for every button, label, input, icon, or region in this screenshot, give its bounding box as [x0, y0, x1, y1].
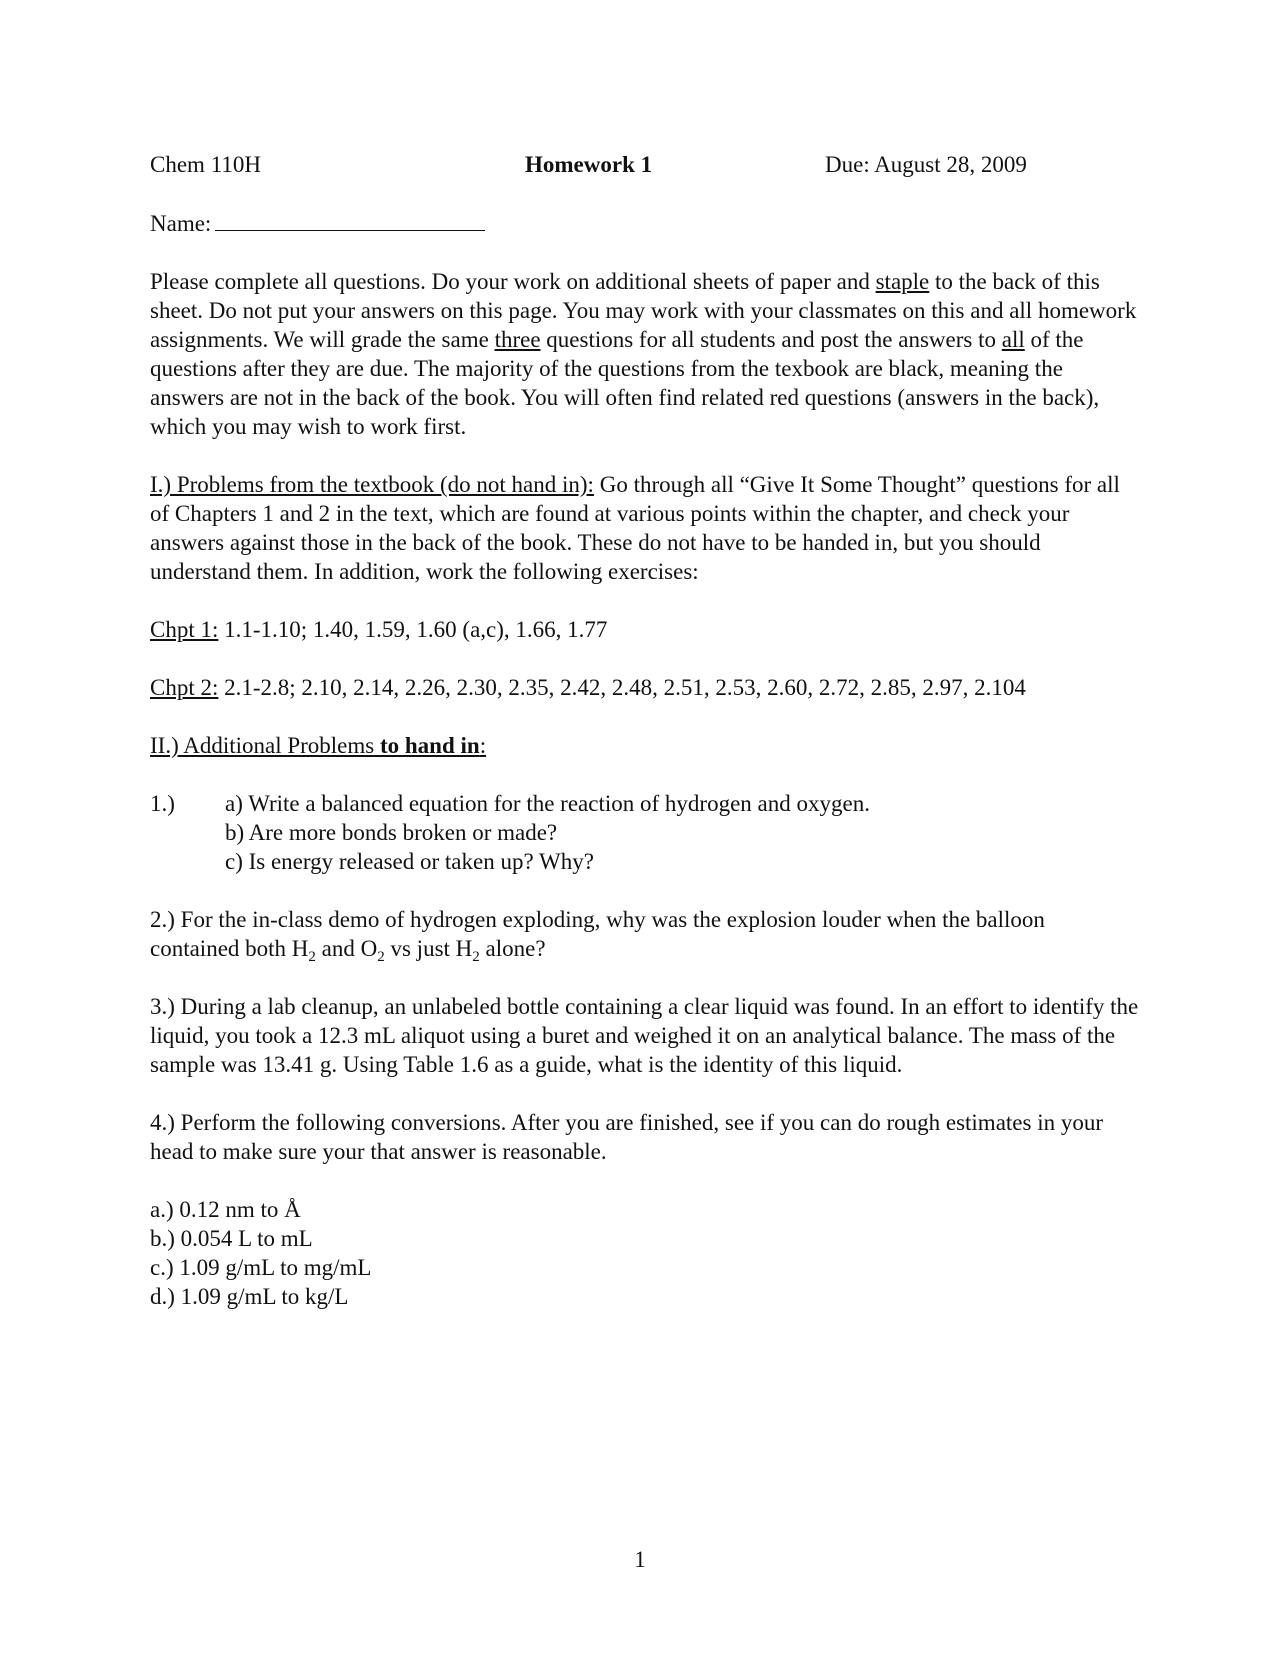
- question-1-parts: [225, 789, 870, 876]
- conversion-item: b.) 0.054 L to mL: [150, 1226, 313, 1251]
- due-date: Due: August 28, 2009: [825, 152, 1027, 177]
- chapter-problems: 2.1-2.8; 2.10, 2.14, 2.26, 2.30, 2.35, 2.42, 2.48, 2.51, 2.53, 2.60, 2.72, 2.85, 2.97, 2.104: [218, 675, 1026, 700]
- course-code: Chem 110H: [150, 152, 261, 177]
- subscript: 2: [308, 949, 316, 965]
- question-2-text: 2.) For the in-class demo of hydrogen exploding, why was the explosion louder when the balloon contained both H: [150, 907, 1045, 961]
- conversion-item: d.) 1.09 g/mL to kg/L: [150, 1284, 349, 1309]
- chapter-label: Chpt 1:: [150, 617, 219, 642]
- subscript: 2: [377, 949, 385, 965]
- chapter-label: Chpt 2:: [150, 675, 219, 700]
- question-2: [150, 905, 1140, 963]
- chapter-problems: 1.1-1.10; 1.40, 1.59, 1.60 (a,c), 1.66, 1.77: [218, 617, 608, 642]
- name-label: Name:: [150, 211, 212, 236]
- name-blank-line: [215, 208, 485, 231]
- question-2-text: alone?: [479, 936, 546, 961]
- intro-paragraph: [150, 267, 1140, 441]
- section-1: [150, 470, 1140, 586]
- intro-text: to the back of this sheet. Do not put your answers on this page. You may work with your classmates on this and all homework assignments. We will grade the same: [150, 269, 1137, 352]
- section-2-heading-bold: to hand in: [379, 733, 480, 758]
- conversion-item: c.) 1.09 g/mL to mg/mL: [150, 1255, 372, 1280]
- intro-text: of the questions after they are due. The majority of the questions from the texbook are black, meaning the answers are not in the back of the book. You will often find related red questions (answers in the back), which you may wish to work first.: [150, 327, 1100, 439]
- header: [150, 150, 1140, 179]
- intro-text: questions for all students and post the answers to: [540, 327, 1002, 352]
- question-1-part-c: c) Is energy released or taken up? Why?: [225, 849, 594, 874]
- intro-underline-staple: staple: [875, 269, 930, 294]
- subscript: 2: [472, 949, 480, 965]
- section-2-heading-colon: :: [479, 733, 487, 758]
- question-number: 1.): [150, 791, 175, 816]
- intro-underline-three: three: [494, 327, 541, 352]
- section-2-heading: [150, 731, 1140, 760]
- name-field: [150, 208, 1140, 238]
- question-2-text: vs just H: [384, 936, 473, 961]
- page-title: Homework 1: [525, 152, 653, 177]
- conversion-list: [150, 1195, 1140, 1311]
- question-4: 4.) Perform the following conversions. After you are finished, see if you can do rough estimates in your head to make sure your that answer is reasonable.: [150, 1110, 1103, 1164]
- question-2-text: and O: [315, 936, 378, 961]
- page-number: 1: [634, 1547, 646, 1572]
- question-3: 3.) During a lab cleanup, an unlabeled bottle containing a clear liquid was found. In an effort to identify the liquid, you took a 12.3 mL aliquot using a buret and weighed it on an analytical balance. The mass of the sample was 13.41 g. Using Table 1.6 as a guide, what is the identity of this liquid.: [150, 994, 1139, 1077]
- conversion-item: a.) 0.12 nm to Å: [150, 1197, 301, 1222]
- question-1-part-b: b) Are more bonds broken or made?: [225, 820, 558, 845]
- intro-underline-all: all: [1001, 327, 1025, 352]
- section-2-heading-text: II.) Additional Problems: [150, 733, 380, 758]
- homework-page: [150, 150, 1140, 1311]
- chapter-1-exercises: [150, 615, 1140, 644]
- question-1-part-a: a) Write a balanced equation for the reaction of hydrogen and oxygen.: [225, 791, 870, 816]
- section-1-text: Go through all “Give It Some Thought” questions for all of Chapters 1 and 2 in the text, which are found at various points within the chapter, and check your answers against those in the back of the book. These do not have to be handed in, but you should understand them. In addition, work the following exercises:: [150, 472, 1120, 584]
- section-1-heading: I.) Problems from the textbook (do not hand in):: [150, 472, 594, 497]
- intro-text: Please complete all questions. Do your work on additional sheets of paper and: [150, 269, 876, 294]
- chapter-2-exercises: [150, 673, 1140, 702]
- question-1: [150, 789, 1140, 876]
